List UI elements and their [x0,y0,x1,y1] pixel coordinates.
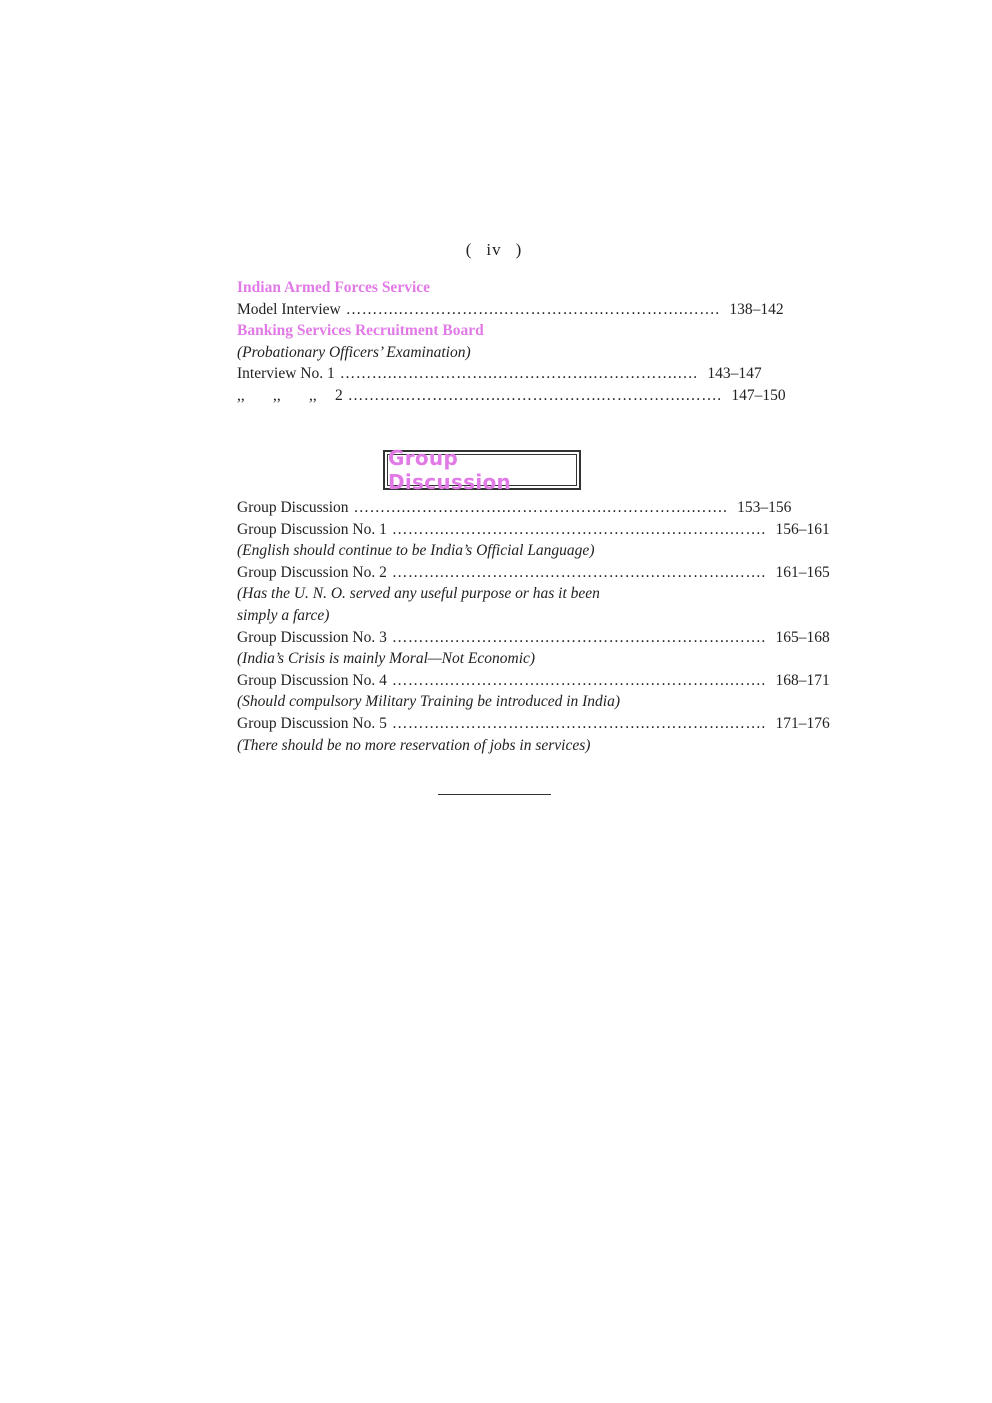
toc-entry-label: Group Discussion No. 3 [237,628,387,646]
section-heading-banking-services: Banking Services Recruitment Board [237,322,484,340]
ditto-mark: ,, [273,386,281,404]
page-number-close: ) [515,240,523,259]
toc-entry-topic: (Has the U. N. O. served any useful purpose or has it been [237,585,600,603]
toc-entry-topic-continued: simply a farce) [237,606,330,624]
dot-leader: ……….……………….……………….…………….……. [353,499,728,516]
section-title-box [383,446,581,494]
dot-leader: ……….……………….……………….…………….……. [345,300,720,318]
ditto-mark: ,, [237,386,245,404]
toc-entry-pages: 168–171 [775,671,830,689]
toc-entry-label: Group Discussion No. 2 [237,563,387,581]
dot-leader: ……….……………….……………….…………….……. [391,671,766,689]
dot-leader: ……….……………….……………….…………….……. [391,563,766,581]
toc-entry-group-discussion-1[interactable] [237,519,830,541]
dot-leader: ……….……………….……………….…………….……. [391,520,766,538]
toc-entry-pages: 156–161 [775,520,830,538]
page-number-value: iv [486,240,502,259]
dot-leader: ……….……………….……………….…………….…. [339,365,698,383]
page-number-open: ( [465,240,473,259]
toc-entry-label: Interview No. 1 [237,365,335,383]
toc-entry-topic: (English should continue to be India’s Official Language) [237,542,595,560]
section-subtitle-probationary-officers: (Probationary Officers’ Examination) [237,343,471,361]
toc-entry-pages: 138–142 [729,300,784,318]
interview-number: 2 [335,386,343,404]
group-discussion-contents [237,497,830,756]
toc-entry-label: Group Discussion No. 5 [237,714,387,732]
toc-entry-topic: (India’s Crisis is mainly Moral—Not Economic) [237,650,536,668]
toc-entry-model-interview[interactable] [237,299,784,321]
toc-entry-pages: 147–150 [731,386,786,404]
toc-entry-label [237,385,343,407]
section-title-inner-box [387,446,577,494]
page-number [0,240,988,260]
toc-entry-group-discussion-2[interactable] [237,562,830,584]
toc-entry-topic: (There should be no more reservation of jobs in services) [237,736,591,754]
end-rule-divider [438,794,551,795]
toc-entry-label: Group Discussion [237,499,349,516]
toc-entry-topic: (Should compulsory Military Training be introduced in India) [237,693,621,711]
toc-entry-group-discussion-3[interactable] [237,627,830,649]
toc-entry-label: Group Discussion No. 4 [237,671,387,689]
toc-entry-interview-1[interactable] [237,363,762,385]
toc-entry-label: Model Interview [237,300,341,318]
dot-leader: ……….……………….……………….…………….……. [391,628,766,646]
top-contents-section [237,277,786,407]
toc-entry-group-discussion[interactable] [237,497,792,519]
toc-entry-group-discussion-4[interactable] [237,670,830,692]
toc-entry-pages: 153–156 [737,499,792,516]
ditto-mark: ,, [309,386,317,404]
toc-entry-group-discussion-5[interactable] [237,713,830,735]
toc-entry-pages: 165–168 [775,628,830,646]
section-title-group-discussion: Group Discussion [388,446,512,494]
toc-entry-pages: 171–176 [775,714,830,732]
toc-entry-pages: 143–147 [707,365,762,383]
section-heading-indian-armed-forces: Indian Armed Forces Service [237,279,431,296]
toc-entry-label: Group Discussion No. 1 [237,520,387,538]
dot-leader: ……….……………….……………….…………….……. [391,714,766,732]
toc-entry-pages: 161–165 [775,563,830,581]
dot-leader: ……….……………….……………….…………….……. [347,386,722,404]
toc-entry-interview-2[interactable] [237,385,786,407]
